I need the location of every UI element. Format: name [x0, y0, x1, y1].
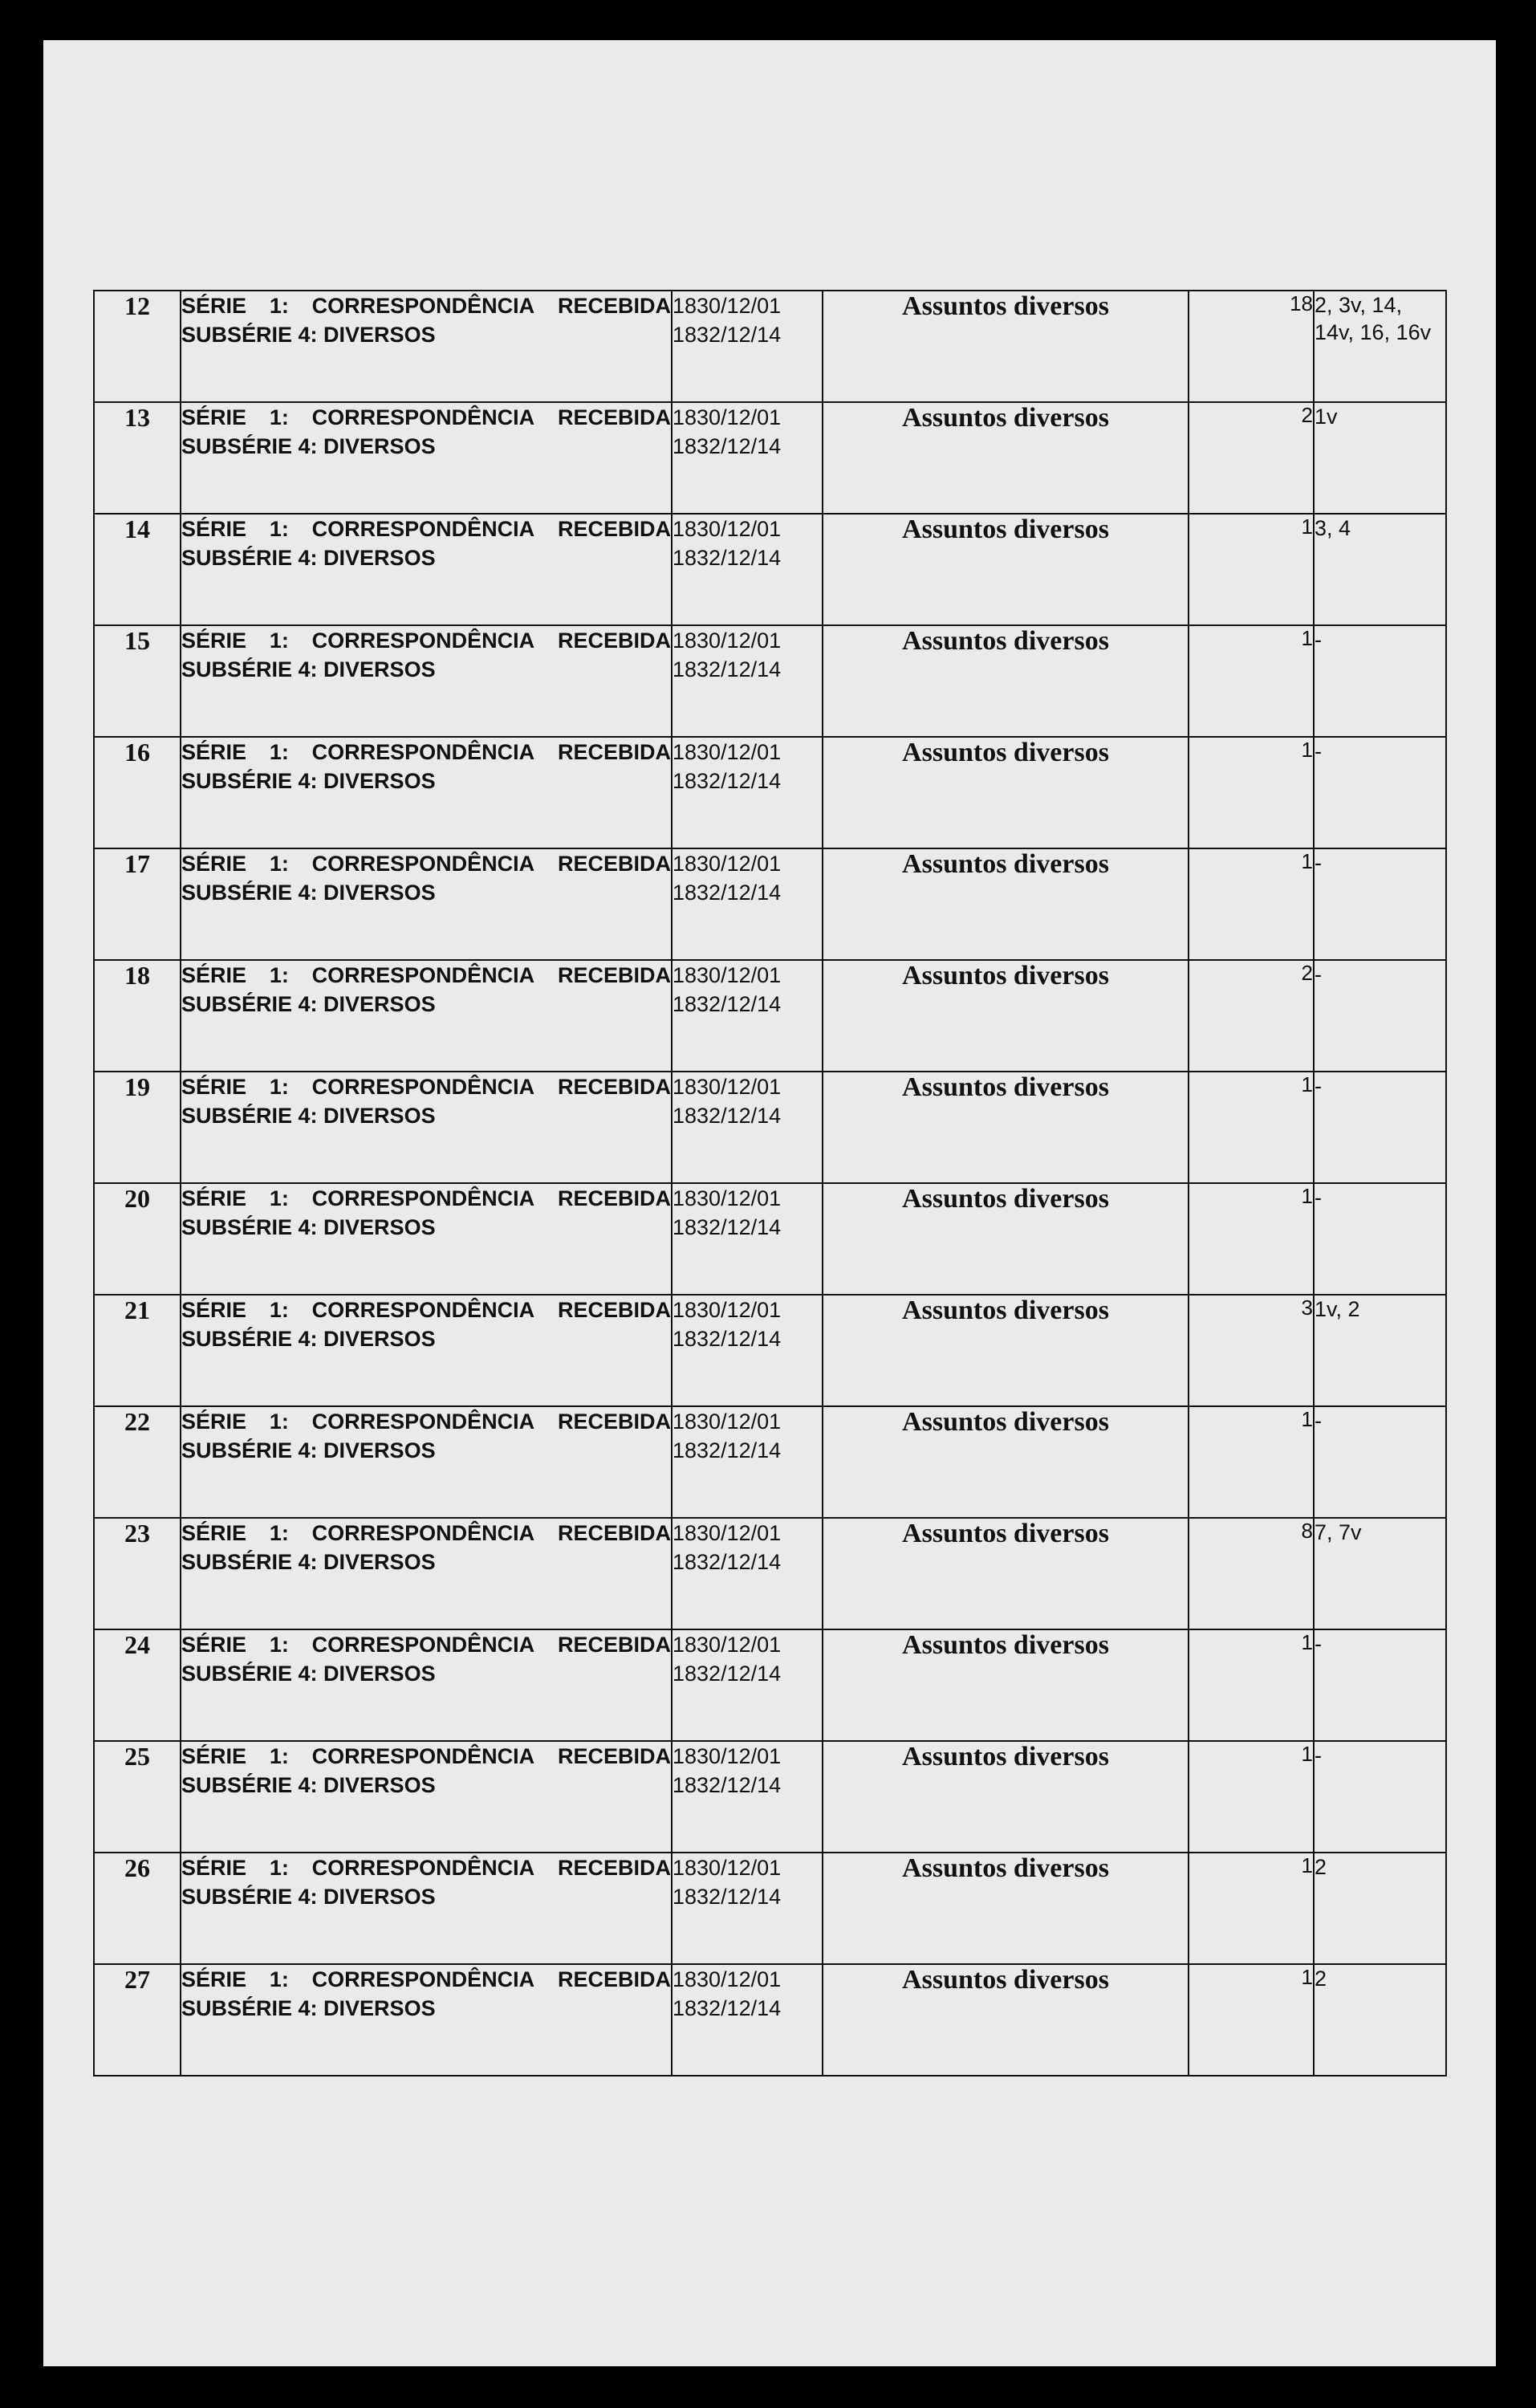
date-start: 1830/12/01	[673, 740, 782, 764]
subseries-line: SUBSÉRIE 4: DIVERSOS	[181, 992, 436, 1016]
series-qualifier: RECEBIDA	[557, 1075, 671, 1099]
series-number: 1:	[269, 1075, 289, 1099]
subseries-line: SUBSÉRIE 4: DIVERSOS	[181, 881, 436, 905]
series-qualifier: RECEBIDA	[557, 1967, 671, 1991]
page-references: -	[1314, 960, 1446, 1072]
series-word: SÉRIE	[181, 628, 247, 653]
series-description	[181, 1518, 672, 1629]
item-number: 12	[94, 291, 181, 402]
subseries-line: SUBSÉRIE 4: DIVERSOS	[181, 1215, 436, 1239]
date-start: 1830/12/01	[673, 1744, 782, 1768]
inventory-table	[93, 290, 1447, 2076]
date-end: 1832/12/14	[673, 1662, 782, 1686]
series-title: CORRESPONDÊNCIA	[311, 1744, 535, 1768]
subseries-line: SUBSÉRIE 4: DIVERSOS	[181, 1885, 436, 1909]
subject: Assuntos diversos	[823, 1741, 1189, 1853]
series-line	[181, 1853, 671, 1882]
series-line	[181, 403, 671, 432]
series-qualifier: RECEBIDA	[557, 852, 671, 876]
date-end: 1832/12/14	[673, 323, 782, 347]
item-number: 20	[94, 1183, 181, 1295]
subject: Assuntos diversos	[823, 514, 1189, 625]
subseries-line: SUBSÉRIE 4: DIVERSOS	[181, 1438, 436, 1462]
date-end: 1832/12/14	[673, 1104, 782, 1128]
item-number: 15	[94, 625, 181, 737]
item-number: 17	[94, 848, 181, 960]
series-qualifier: RECEBIDA	[557, 740, 671, 764]
item-number: 14	[94, 514, 181, 625]
document-count: 1	[1189, 1629, 1314, 1741]
document-count: 3	[1189, 1295, 1314, 1406]
date-end: 1832/12/14	[673, 881, 782, 905]
series-qualifier: RECEBIDA	[557, 1856, 671, 1880]
date-range	[672, 514, 823, 625]
series-qualifier: RECEBIDA	[557, 517, 671, 541]
date-range	[672, 402, 823, 514]
date-range	[672, 1518, 823, 1629]
date-start: 1830/12/01	[673, 1186, 782, 1210]
page-references: -	[1314, 1629, 1446, 1741]
series-title: CORRESPONDÊNCIA	[311, 1633, 535, 1657]
item-number: 23	[94, 1518, 181, 1629]
series-number: 1:	[269, 517, 289, 541]
table-row	[94, 1295, 1446, 1406]
document-count: 1	[1189, 1406, 1314, 1518]
series-number: 1:	[269, 852, 289, 876]
date-start: 1830/12/01	[673, 1856, 782, 1880]
subseries-line: SUBSÉRIE 4: DIVERSOS	[181, 1996, 436, 2020]
table-row	[94, 1518, 1446, 1629]
series-description	[181, 1072, 672, 1183]
page-references: 2, 3v, 14, 14v, 16, 16v	[1314, 291, 1446, 402]
series-word: SÉRIE	[181, 1633, 247, 1657]
subject: Assuntos diversos	[823, 1072, 1189, 1183]
table-row	[94, 1629, 1446, 1741]
date-end: 1832/12/14	[673, 1773, 782, 1797]
item-number: 26	[94, 1853, 181, 1964]
table-row	[94, 1183, 1446, 1295]
document-count: 1	[1189, 737, 1314, 848]
item-number: 27	[94, 1964, 181, 2076]
series-qualifier: RECEBIDA	[557, 1409, 671, 1434]
series-word: SÉRIE	[181, 1744, 247, 1768]
series-line	[181, 1519, 671, 1548]
item-number: 18	[94, 960, 181, 1072]
date-end: 1832/12/14	[673, 1438, 782, 1462]
date-start: 1830/12/01	[673, 1521, 782, 1545]
series-description	[181, 1406, 672, 1518]
date-start: 1830/12/01	[673, 852, 782, 876]
document-count: 1	[1189, 1853, 1314, 1964]
series-title: CORRESPONDÊNCIA	[311, 1075, 535, 1099]
series-line	[181, 849, 671, 878]
series-line	[181, 738, 671, 767]
series-description	[181, 960, 672, 1072]
series-title: CORRESPONDÊNCIA	[311, 1298, 535, 1322]
date-range	[672, 848, 823, 960]
series-title: CORRESPONDÊNCIA	[311, 294, 535, 318]
date-range	[672, 625, 823, 737]
series-description	[181, 848, 672, 960]
subseries-line: SUBSÉRIE 4: DIVERSOS	[181, 1327, 436, 1351]
subject: Assuntos diversos	[823, 848, 1189, 960]
series-description	[181, 514, 672, 625]
subject: Assuntos diversos	[823, 402, 1189, 514]
series-title: CORRESPONDÊNCIA	[311, 740, 535, 764]
date-end: 1832/12/14	[673, 546, 782, 570]
series-description	[181, 737, 672, 848]
date-end: 1832/12/14	[673, 1885, 782, 1909]
series-word: SÉRIE	[181, 1967, 247, 1991]
date-start: 1830/12/01	[673, 294, 782, 318]
item-number: 25	[94, 1741, 181, 1853]
series-number: 1:	[269, 1186, 289, 1210]
series-number: 1:	[269, 1856, 289, 1880]
page-references: -	[1314, 625, 1446, 737]
series-line	[181, 291, 671, 320]
page-references: 3, 4	[1314, 514, 1446, 625]
subject: Assuntos diversos	[823, 960, 1189, 1072]
series-number: 1:	[269, 1409, 289, 1434]
series-description	[181, 1629, 672, 1741]
subseries-line: SUBSÉRIE 4: DIVERSOS	[181, 1104, 436, 1128]
series-qualifier: RECEBIDA	[557, 294, 671, 318]
table-row	[94, 1741, 1446, 1853]
series-line	[181, 1965, 671, 1994]
date-range	[672, 1295, 823, 1406]
series-qualifier: RECEBIDA	[557, 1744, 671, 1768]
subject: Assuntos diversos	[823, 1406, 1189, 1518]
item-number: 19	[94, 1072, 181, 1183]
date-range	[672, 1183, 823, 1295]
date-end: 1832/12/14	[673, 1550, 782, 1574]
table-row	[94, 1853, 1446, 1964]
subject: Assuntos diversos	[823, 1629, 1189, 1741]
series-number: 1:	[269, 628, 289, 653]
date-range	[672, 1741, 823, 1853]
document-count: 8	[1189, 1518, 1314, 1629]
series-number: 1:	[269, 405, 289, 429]
table-row	[94, 848, 1446, 960]
series-number: 1:	[269, 1744, 289, 1768]
series-description	[181, 1295, 672, 1406]
subseries-line: SUBSÉRIE 4: DIVERSOS	[181, 1550, 436, 1574]
series-word: SÉRIE	[181, 1298, 247, 1322]
series-word: SÉRIE	[181, 517, 247, 541]
document-count: 1	[1189, 514, 1314, 625]
item-number: 13	[94, 402, 181, 514]
document-count: 2	[1189, 960, 1314, 1072]
page-references: -	[1314, 848, 1446, 960]
date-range	[672, 737, 823, 848]
item-number: 24	[94, 1629, 181, 1741]
table-row	[94, 1072, 1446, 1183]
date-end: 1832/12/14	[673, 434, 782, 458]
subseries-line: SUBSÉRIE 4: DIVERSOS	[181, 546, 436, 570]
series-qualifier: RECEBIDA	[557, 1186, 671, 1210]
series-word: SÉRIE	[181, 1186, 247, 1210]
date-range	[672, 1964, 823, 2076]
subject: Assuntos diversos	[823, 1295, 1189, 1406]
series-title: CORRESPONDÊNCIA	[311, 852, 535, 876]
page-references: -	[1314, 1741, 1446, 1853]
series-number: 1:	[269, 294, 289, 318]
series-word: SÉRIE	[181, 294, 247, 318]
series-description	[181, 1964, 672, 2076]
series-line	[181, 626, 671, 655]
page-references: -	[1314, 1072, 1446, 1183]
subseries-line: SUBSÉRIE 4: DIVERSOS	[181, 657, 436, 681]
table-row	[94, 737, 1446, 848]
series-qualifier: RECEBIDA	[557, 405, 671, 429]
series-description	[181, 1741, 672, 1853]
series-word: SÉRIE	[181, 740, 247, 764]
document-count: 1	[1189, 1183, 1314, 1295]
series-number: 1:	[269, 1298, 289, 1322]
subseries-line: SUBSÉRIE 4: DIVERSOS	[181, 769, 436, 793]
subseries-line: SUBSÉRIE 4: DIVERSOS	[181, 434, 436, 458]
series-line	[181, 1407, 671, 1436]
page-references: 1v	[1314, 402, 1446, 514]
page-references: -	[1314, 1183, 1446, 1295]
series-word: SÉRIE	[181, 1856, 247, 1880]
page-references: -	[1314, 1406, 1446, 1518]
series-word: SÉRIE	[181, 963, 247, 987]
page-references: -	[1314, 737, 1446, 848]
subject: Assuntos diversos	[823, 737, 1189, 848]
series-description	[181, 1853, 672, 1964]
page-references: 2	[1314, 1853, 1446, 1964]
series-qualifier: RECEBIDA	[557, 1633, 671, 1657]
page-references: 1v, 2	[1314, 1295, 1446, 1406]
series-line	[181, 515, 671, 543]
subject: Assuntos diversos	[823, 1964, 1189, 2076]
series-word: SÉRIE	[181, 405, 247, 429]
date-start: 1830/12/01	[673, 1967, 782, 1991]
series-line	[181, 961, 671, 990]
series-title: CORRESPONDÊNCIA	[311, 628, 535, 653]
series-line	[181, 1072, 671, 1101]
series-title: CORRESPONDÊNCIA	[311, 1186, 535, 1210]
series-number: 1:	[269, 963, 289, 987]
document-count: 1	[1189, 848, 1314, 960]
series-title: CORRESPONDÊNCIA	[311, 1521, 535, 1545]
document-count: 2	[1189, 402, 1314, 514]
subject: Assuntos diversos	[823, 291, 1189, 402]
date-end: 1832/12/14	[673, 657, 782, 681]
date-start: 1830/12/01	[673, 405, 782, 429]
subject: Assuntos diversos	[823, 625, 1189, 737]
series-line	[181, 1184, 671, 1213]
series-title: CORRESPONDÊNCIA	[311, 963, 535, 987]
subject: Assuntos diversos	[823, 1853, 1189, 1964]
inventory-table-body	[94, 291, 1446, 2076]
table-row	[94, 402, 1446, 514]
subseries-line: SUBSÉRIE 4: DIVERSOS	[181, 323, 436, 347]
table-row	[94, 1964, 1446, 2076]
item-number: 16	[94, 737, 181, 848]
date-end: 1832/12/14	[673, 992, 782, 1016]
series-title: CORRESPONDÊNCIA	[311, 405, 535, 429]
date-end: 1832/12/14	[673, 1996, 782, 2020]
date-range	[672, 291, 823, 402]
date-start: 1830/12/01	[673, 1409, 782, 1434]
series-title: CORRESPONDÊNCIA	[311, 517, 535, 541]
table-row	[94, 514, 1446, 625]
series-line	[181, 1630, 671, 1659]
series-number: 1:	[269, 1521, 289, 1545]
subject: Assuntos diversos	[823, 1518, 1189, 1629]
date-start: 1830/12/01	[673, 628, 782, 653]
date-start: 1830/12/01	[673, 963, 782, 987]
table-row	[94, 1406, 1446, 1518]
date-range	[672, 1853, 823, 1964]
date-end: 1832/12/14	[673, 1215, 782, 1239]
table-row	[94, 960, 1446, 1072]
document-count: 1	[1189, 625, 1314, 737]
date-start: 1830/12/01	[673, 1075, 782, 1099]
series-title: CORRESPONDÊNCIA	[311, 1409, 535, 1434]
date-range	[672, 960, 823, 1072]
page-references: 2	[1314, 1964, 1446, 2076]
document-page	[43, 40, 1496, 2366]
date-range	[672, 1406, 823, 1518]
table-row	[94, 291, 1446, 402]
series-description	[181, 1183, 672, 1295]
series-word: SÉRIE	[181, 1409, 247, 1434]
date-end: 1832/12/14	[673, 769, 782, 793]
document-count: 1	[1189, 1964, 1314, 2076]
series-word: SÉRIE	[181, 852, 247, 876]
series-word: SÉRIE	[181, 1521, 247, 1545]
series-number: 1:	[269, 1967, 289, 1991]
series-line	[181, 1296, 671, 1324]
subseries-line: SUBSÉRIE 4: DIVERSOS	[181, 1662, 436, 1686]
date-start: 1830/12/01	[673, 517, 782, 541]
item-number: 22	[94, 1406, 181, 1518]
subject: Assuntos diversos	[823, 1183, 1189, 1295]
page-references: 7, 7v	[1314, 1518, 1446, 1629]
date-start: 1830/12/01	[673, 1633, 782, 1657]
item-number: 21	[94, 1295, 181, 1406]
series-title: CORRESPONDÊNCIA	[311, 1856, 535, 1880]
series-qualifier: RECEBIDA	[557, 628, 671, 653]
series-qualifier: RECEBIDA	[557, 1521, 671, 1545]
series-word: SÉRIE	[181, 1075, 247, 1099]
series-description	[181, 291, 672, 402]
series-title: CORRESPONDÊNCIA	[311, 1967, 535, 1991]
series-number: 1:	[269, 740, 289, 764]
series-qualifier: RECEBIDA	[557, 963, 671, 987]
table-row	[94, 625, 1446, 737]
date-range	[672, 1072, 823, 1183]
series-description	[181, 402, 672, 514]
series-description	[181, 625, 672, 737]
date-start: 1830/12/01	[673, 1298, 782, 1322]
document-count: 1	[1189, 1741, 1314, 1853]
date-range	[672, 1629, 823, 1741]
document-count: 18	[1189, 291, 1314, 402]
subseries-line: SUBSÉRIE 4: DIVERSOS	[181, 1773, 436, 1797]
series-number: 1:	[269, 1633, 289, 1657]
series-line	[181, 1742, 671, 1771]
series-qualifier: RECEBIDA	[557, 1298, 671, 1322]
date-end: 1832/12/14	[673, 1327, 782, 1351]
document-count: 1	[1189, 1072, 1314, 1183]
